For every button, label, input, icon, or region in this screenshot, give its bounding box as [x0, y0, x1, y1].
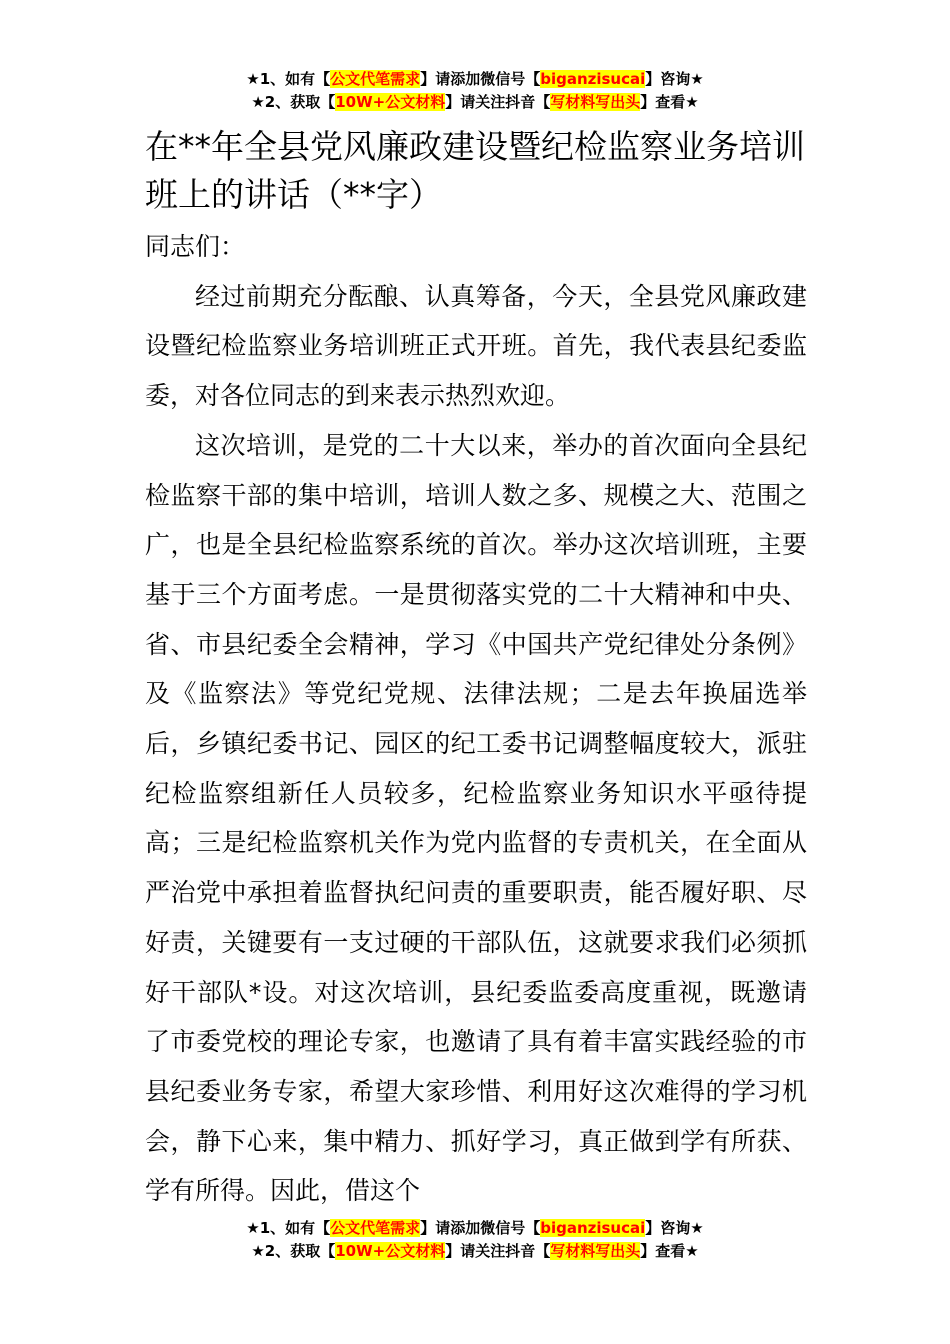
promo-highlight: 10W+公文材料: [335, 1242, 446, 1260]
promo-highlight: 10W+公文材料: [335, 93, 446, 111]
salutation: 同志们：: [145, 232, 246, 261]
paragraph: 这次培训，是党的二十大以来，举办的首次面向全县纪检监察干部的集中培训，培训人数之多、规模之大、范围之广，也是全县纪检监察系统的首次。举办这次培训班，主要基于三个方面考虑。一是贯彻落实党的二十大精神和中央、省、市县纪委全会精神，学习《中国共产党纪律处分条例》及《监察法》等党纪党规、法律法规；二是去年换届选举后，乡镇纪委书记、园区的纪工委书记调整幅度较大，派驻纪检监察组新任人员较多，纪检监察业务知识水平亟待提高；三是纪检监察机关作为党内监督的专责机关，在全面从严治党中承担着监督执纪问责的重要职责，能否履好职、尽好责，关键要有一支过硬的干部队伍，这就要求我们必须抓好干部队*设。对这次培训，县纪委监委高度重视，既邀请了市委党校的理论专家，也邀请了具有着丰富实践经验的市县纪委业务专家，希望大家珍惜、利用好这次难得的学习机会，静下心来，集中精力、抓好学习，真正做到学有所获、学有所得。因此，借这个: [145, 430, 807, 1206]
document-body: [145, 222, 807, 1216]
document-title: 在**年全县党风廉政建设暨纪检监察业务培训班上的讲话（**字）: [145, 127, 805, 214]
promo-highlight: 写材料写出头: [550, 93, 641, 111]
promo-text: ★1、如有【: [246, 1219, 331, 1237]
promo-text: 】请添加微信号【: [420, 1219, 541, 1237]
promo-text: ★2、获取【: [251, 1242, 336, 1260]
promo-text: 】咨询★: [645, 70, 704, 88]
promo-text: 】请关注抖音【: [445, 93, 551, 111]
promo-text: 】查看★: [640, 1242, 699, 1260]
promo-line-1: [0, 1217, 950, 1240]
promo-highlight: 写材料写出头: [550, 1242, 641, 1260]
promo-highlight: biganzisucai: [540, 1219, 646, 1237]
promo-text: 】请关注抖音【: [445, 1242, 551, 1260]
promo-text: ★1、如有【: [246, 70, 331, 88]
promo-highlight: 公文代笔需求: [330, 70, 421, 88]
top-promo-banner: [0, 68, 950, 114]
promo-highlight: biganzisucai: [540, 70, 646, 88]
promo-text: 】查看★: [640, 93, 699, 111]
promo-highlight: 公文代笔需求: [330, 1219, 421, 1237]
promo-line-2: [0, 1240, 950, 1263]
promo-line-1: [0, 68, 950, 91]
paragraph: 经过前期充分酝酿、认真筹备，今天，全县党风廉政建设暨纪检监察业务培训班正式开班。首先，我代表县纪委监委，对各位同志的到来表示热烈欢迎。: [145, 281, 807, 411]
promo-text: ★2、获取【: [251, 93, 336, 111]
promo-line-2: [0, 91, 950, 114]
bottom-promo-banner: [0, 1217, 950, 1263]
promo-text: 】咨询★: [645, 1219, 704, 1237]
promo-text: 】请添加微信号【: [420, 70, 541, 88]
